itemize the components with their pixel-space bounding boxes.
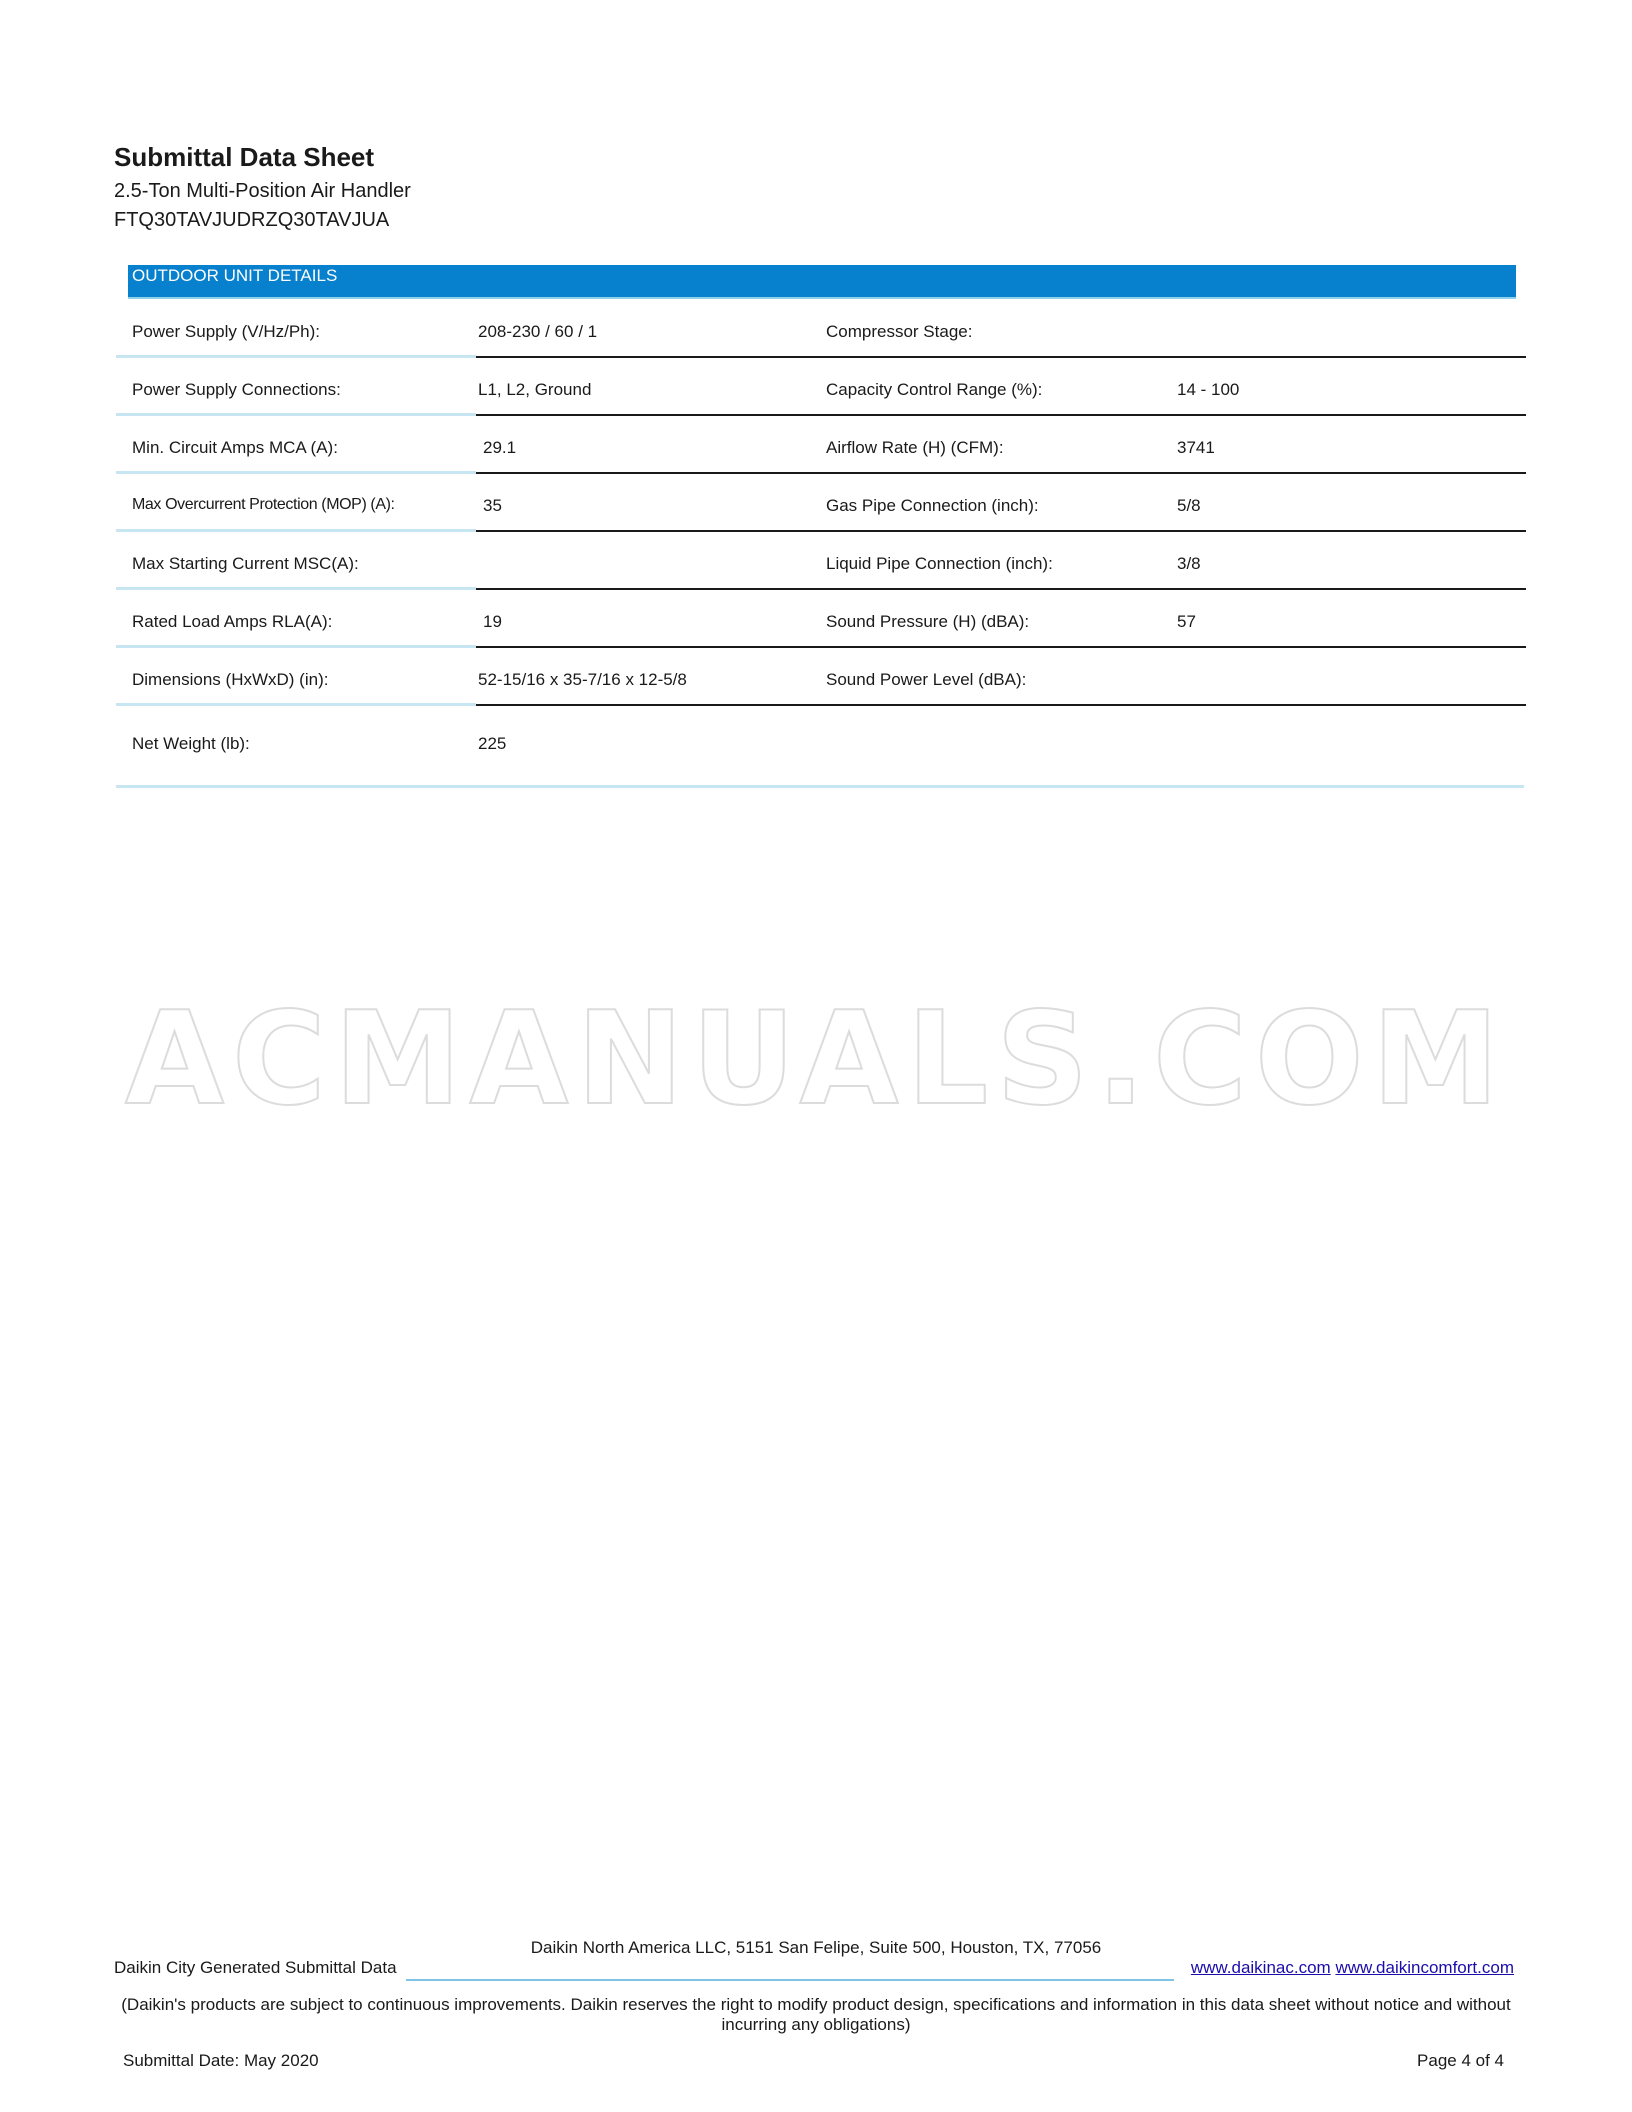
spec-row bbox=[114, 706, 1514, 788]
spec-value: 5/8 bbox=[1177, 496, 1201, 515]
spec-value: L1, L2, Ground bbox=[478, 380, 592, 399]
watermark: ACMANUALS.COM bbox=[124, 985, 1508, 1134]
page-title: Submittal Data Sheet bbox=[114, 142, 375, 172]
spec-row bbox=[114, 416, 1514, 474]
spec-row bbox=[114, 648, 1514, 706]
daikincomfort-link[interactable]: www.daikincomfort.com bbox=[1335, 1958, 1514, 1977]
spec-label: Power Supply (V/Hz/Ph): bbox=[132, 322, 321, 341]
spec-label: Max Overcurrent Protection (MOP) (A): bbox=[132, 496, 395, 513]
spec-label: Sound Pressure (H) (dBA): bbox=[826, 612, 1030, 631]
spec-value: 225 bbox=[478, 734, 507, 753]
spec-label: Min. Circuit Amps MCA (A): bbox=[132, 438, 338, 457]
spec-label: Max Starting Current MSC(A): bbox=[132, 554, 359, 573]
model-number: FTQ30TAVJUDRZQ30TAVJUA bbox=[114, 209, 390, 231]
submittal-date: Submittal Date: May 2020 bbox=[123, 2051, 319, 2070]
spec-label: Airflow Rate (H) (CFM): bbox=[826, 438, 1004, 457]
spec-label: Compressor Stage: bbox=[826, 322, 973, 341]
spec-value: 57 bbox=[1177, 612, 1196, 631]
disclaimer bbox=[110, 1995, 1522, 2035]
disclaimer-line: (Daikin's products are subject to continuous improvements. Daikin reserves the right to modify product design, specifications and information in this data sheet without notice and without bbox=[121, 1995, 1511, 2014]
spec-row bbox=[114, 358, 1514, 416]
spec-value: 52-15/16 x 35-7/16 x 12-5/8 bbox=[478, 670, 687, 689]
footer-bar bbox=[114, 1958, 1514, 1982]
product-description: 2.5-Ton Multi-Position Air Handler bbox=[114, 180, 411, 202]
spec-row bbox=[114, 590, 1514, 648]
footer-company-address: Daikin North America LLC, 5151 San Felipe, Suite 500, Houston, TX, 77056 bbox=[530, 1938, 1102, 1957]
spec-row bbox=[114, 532, 1514, 590]
spec-row bbox=[114, 474, 1514, 532]
spec-value: 208-230 / 60 / 1 bbox=[478, 322, 598, 341]
section-divider bbox=[128, 297, 1516, 299]
disclaimer-line: incurring any obligations) bbox=[721, 2015, 911, 2034]
document-header bbox=[114, 141, 411, 235]
spec-label: Rated Load Amps RLA(A): bbox=[132, 612, 333, 631]
spec-label: Power Supply Connections: bbox=[132, 380, 341, 399]
spec-label: Capacity Control Range (%): bbox=[826, 380, 1043, 399]
table-bottom-rule bbox=[116, 785, 1524, 788]
spec-table bbox=[114, 300, 1514, 788]
spec-label: Liquid Pipe Connection (inch): bbox=[826, 554, 1053, 573]
spec-value: 19 bbox=[483, 612, 502, 631]
spec-label: Gas Pipe Connection (inch): bbox=[826, 496, 1039, 515]
footer-divider bbox=[406, 1979, 1174, 1981]
spec-label: Net Weight (lb): bbox=[132, 734, 250, 753]
page-number: Page 4 of 4 bbox=[1417, 2051, 1504, 2070]
spec-label: Sound Power Level (dBA): bbox=[826, 670, 1027, 689]
spec-label: Dimensions (HxWxD) (in): bbox=[132, 670, 329, 689]
spec-value: 29.1 bbox=[483, 438, 517, 457]
footer-source-text: Daikin City Generated Submittal Data bbox=[114, 1958, 397, 1977]
spec-value: 3/8 bbox=[1177, 554, 1201, 573]
spec-value: 3741 bbox=[1177, 438, 1215, 457]
spec-row bbox=[114, 300, 1514, 358]
daikinac-link[interactable]: www.daikinac.com bbox=[1190, 1958, 1331, 1977]
section-header-outdoor-unit: OUTDOOR UNIT DETAILS bbox=[128, 265, 1516, 297]
spec-value: 14 - 100 bbox=[1177, 380, 1240, 399]
footer-links bbox=[1191, 1958, 1514, 1978]
spec-value: 35 bbox=[483, 496, 502, 515]
